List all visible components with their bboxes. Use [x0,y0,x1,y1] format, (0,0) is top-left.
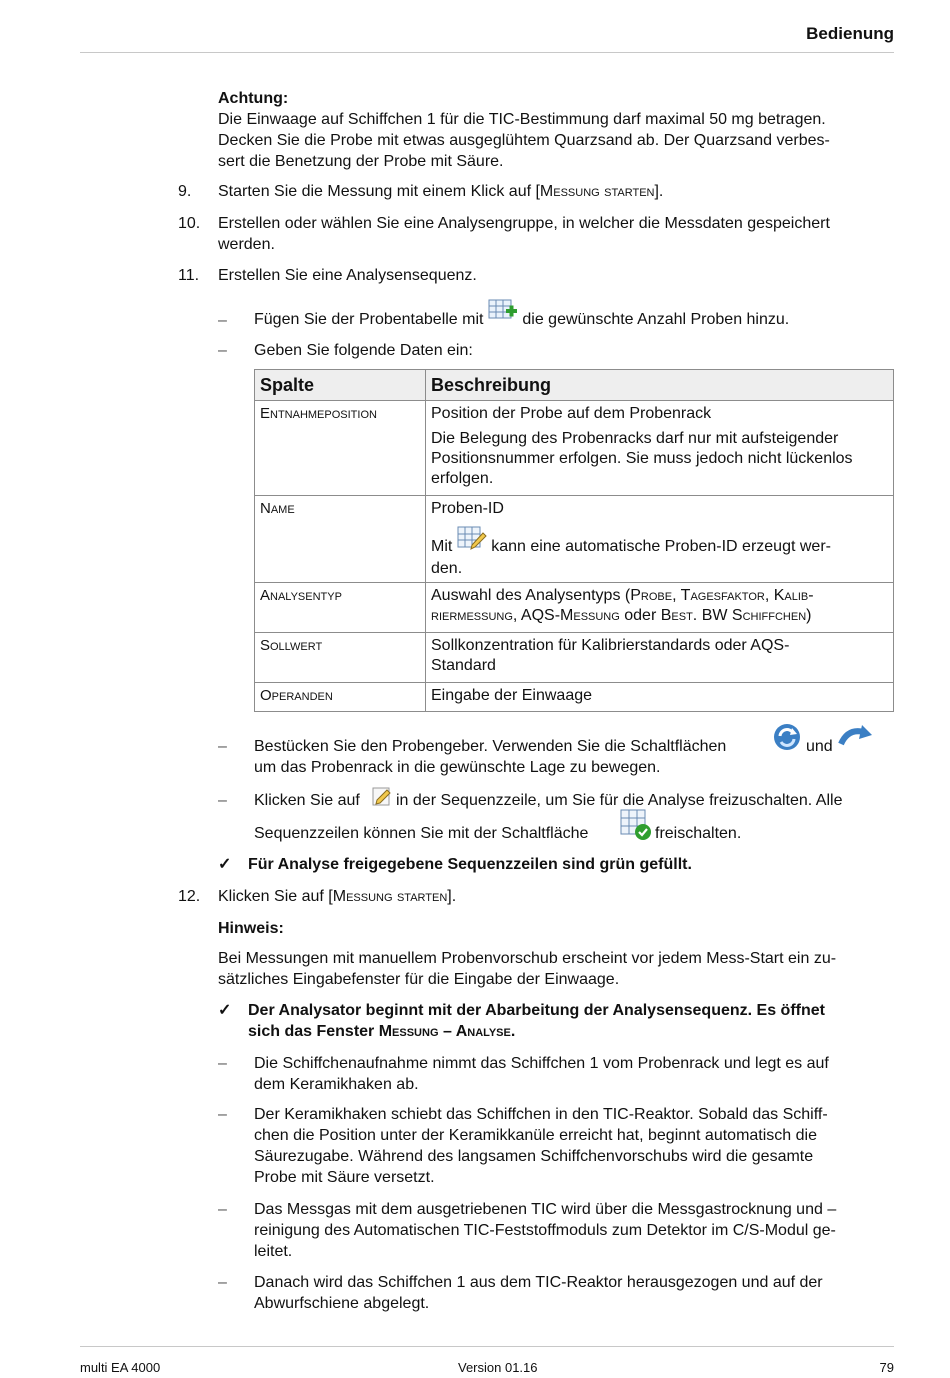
result-line: Der Analysator beginnt mit der Abarbeitung der Analysensequenz. Es öffnet [248,1002,825,1019]
description-text: Position der Probe auf dem Probenrack [431,405,712,422]
process-line: dem Keramikhaken ab. [254,1076,419,1093]
check-icon: ✓ [218,856,232,873]
process-line: Danach wird das Schiffchen 1 aus dem TIC-Reaktor herausgezogen und auf der [254,1274,823,1291]
header-title: Bedienung [806,24,894,43]
result-pre: sich das Fenster [248,1023,379,1040]
sequence-columns-table [254,369,894,712]
menu-ref-messung-starten: Messung starten [539,183,655,200]
load-line2: um das Probenrack in die gewünschte Lage zu bewegen. [254,759,661,776]
description-text: Sollkonzentration für Kalibrierstandards oder AQS- [431,637,790,654]
check-icon: ✓ [218,1002,232,1019]
description-text: Proben-ID [431,500,504,517]
caution-title: Achtung: [218,90,289,107]
description-text [431,525,888,559]
dash-bullet: – [218,792,227,809]
step-10-line: werden. [218,236,275,253]
process-item [254,1272,823,1314]
add-rows-pre: Fügen Sie der Probentabelle mit [254,311,484,328]
load-und: und [806,738,833,755]
step-12-pre: Klicken Sie auf [ [218,888,333,905]
description-text: Standard [431,657,496,674]
step-12-post: ]. [447,888,457,905]
caution-line: Decken Sie die Probe mit etwas ausgeglühtem Quarzsand ab. Der Quarzsand verbes- [218,132,830,149]
click-pre: Klicken Sie auf [254,792,360,809]
hint-line: sätzliches Eingabefenster für die Eingabe der Einwaage. [218,971,620,988]
column-description [426,583,894,633]
click-instruction [254,790,360,811]
dash-bullet: – [218,1106,227,1123]
step-9-pre: Starten Sie die Messung mit einem Klick auf [ [218,183,540,200]
caution-line: sert die Benetzung der Probe mit Säure. [218,153,504,170]
caution-block [218,88,830,172]
desc-smallcaps: riermessung, AQS-Messung [431,607,620,624]
step-9-text [218,181,663,202]
load-instruction [254,736,726,757]
process-line: leitet. [254,1243,293,1260]
column-name: Name [255,496,426,583]
table-row [255,496,894,583]
desc-post: ) [806,607,812,624]
process-line: Abwurfschiene abgelegt. [254,1295,430,1312]
process-line: chen die Position unter der Keramikkanüle erreicht hat, beginnt automatisch die [254,1127,817,1144]
description-text: Die Belegung des Probenracks darf nur mit aufsteigender Positionsnummer erfolgen. Sie muss jedoch nicht lückenlos erfolgen. [431,430,853,487]
process-line: Das Messgas mit dem ausgetriebenen TIC wird über die Messgastrocknung und – [254,1201,837,1218]
rotate-rack-icon [772,722,802,758]
edit-sample-id-icon [457,525,487,559]
result-line [248,1021,825,1042]
footer-product: multi EA 4000 [80,1360,161,1375]
footer-version: Version 01.16 [458,1360,538,1375]
dash-bullet: – [218,1201,227,1218]
desc-post: kann eine automatische Proben-ID erzeugt wer- [491,538,831,555]
column-description [426,496,894,583]
add-rows-post: die gewünschte Anzahl Proben hinzu. [522,311,790,328]
process-line: Die Schiffchenaufnahme nimmt das Schiffchen 1 vom Probenrack und legt es auf [254,1055,829,1072]
dash-bullet: – [218,1055,227,1072]
dash-bullet: – [218,1274,227,1291]
step-number: 9. [178,183,192,200]
rotate-forward-icon [838,724,874,756]
step-12-text [218,886,456,907]
desc-pre: Auswahl des Analysentyps ( [431,587,631,604]
click-post: in der Sequenzzeile, um Sie für die Analyse freizuschalten. Alle [396,792,843,809]
step-number: 12. [178,888,201,905]
process-line: Säurezugabe. Während des langsamen Schiffchenvorschubs wird die gesamte [254,1148,814,1165]
hint-line: Bei Messungen mit manuellem Probenvorschub erscheint vor jedem Mess-Start ein zu- [218,950,837,967]
result-text [248,1000,825,1042]
click-line2-post: freischalten. [655,825,742,842]
table-row [255,583,894,633]
process-item [254,1104,828,1188]
dash-bullet: – [218,312,227,329]
page-header [80,0,894,53]
edit-icon [372,787,392,813]
step-10-line: Erstellen oder wählen Sie eine Analysengruppe, in welcher die Messdaten gespeichert [218,215,830,232]
process-item [254,1199,836,1262]
desc-smallcaps: Probe, Tagesfaktor, Kalib- [630,587,814,604]
page-footer [80,1346,894,1375]
table-header-row [255,370,894,401]
enable-all-icon [620,809,652,847]
process-line: Der Keramikhaken schiebt das Schiffchen in den TIC-Reaktor. Sobald das Schiff- [254,1106,828,1123]
column-name: Operanden [255,683,426,712]
column-name: Analysentyp [255,583,426,633]
hint-body [218,948,836,990]
caution-line: Die Einwaage auf Schiffchen 1 für die TIC-Bestimmung darf maximal 50 mg betragen. [218,111,826,128]
desc-smallcaps: Best. BW Schiffchen [660,607,807,624]
column-description [426,401,894,496]
window-ref-messung-analyse: Messung – Analyse [378,1023,511,1040]
result-text: Für Analyse freigegebene Sequenzzeilen sind grün gefüllt. [248,856,692,873]
hint-title: Hinweis: [218,920,284,937]
table-row [255,401,894,496]
process-line: Probe mit Säure versetzt. [254,1169,435,1186]
process-line: reinigung des Automatischen TIC-Feststoffmoduls zum Detektor im C/S-Modul ge- [254,1222,836,1239]
menu-ref-messung-starten: Messung starten [332,888,448,905]
table-header-cell: Beschreibung [426,370,894,401]
page-number: 79 [879,1360,894,1375]
column-name: Sollwert [255,633,426,683]
click-line2 [254,823,588,844]
enter-data-instruction: Geben Sie folgende Daten ein: [254,342,473,359]
step-9-post: ]. [654,183,664,200]
step-number: 10. [178,215,201,232]
description-text: den. [431,560,463,577]
add-rows-icon [488,298,518,330]
desc-mid: oder [619,607,661,624]
table-header-cell: Spalte [255,370,426,401]
result-post: . [510,1023,516,1040]
process-item [254,1053,829,1095]
step-11-text: Erstellen Sie eine Analysensequenz. [218,267,477,284]
dash-bullet: – [218,342,227,359]
column-description [426,633,894,683]
load-pre: Bestücken Sie den Probengeber. Verwenden Sie die Schaltflächen [254,738,727,755]
column-name: Entnahmeposition [255,401,426,496]
column-description: Eingabe der Einwaage [426,683,894,712]
table-row [255,683,894,712]
dash-bullet: – [218,738,227,755]
step-10-text [218,213,830,255]
click-line2-pre: Sequenzzeilen können Sie mit der Schaltfläche [254,825,589,842]
table-row [255,633,894,683]
add-rows-instruction [254,298,789,332]
desc-pre: Mit [431,538,453,555]
step-number: 11. [178,267,200,284]
